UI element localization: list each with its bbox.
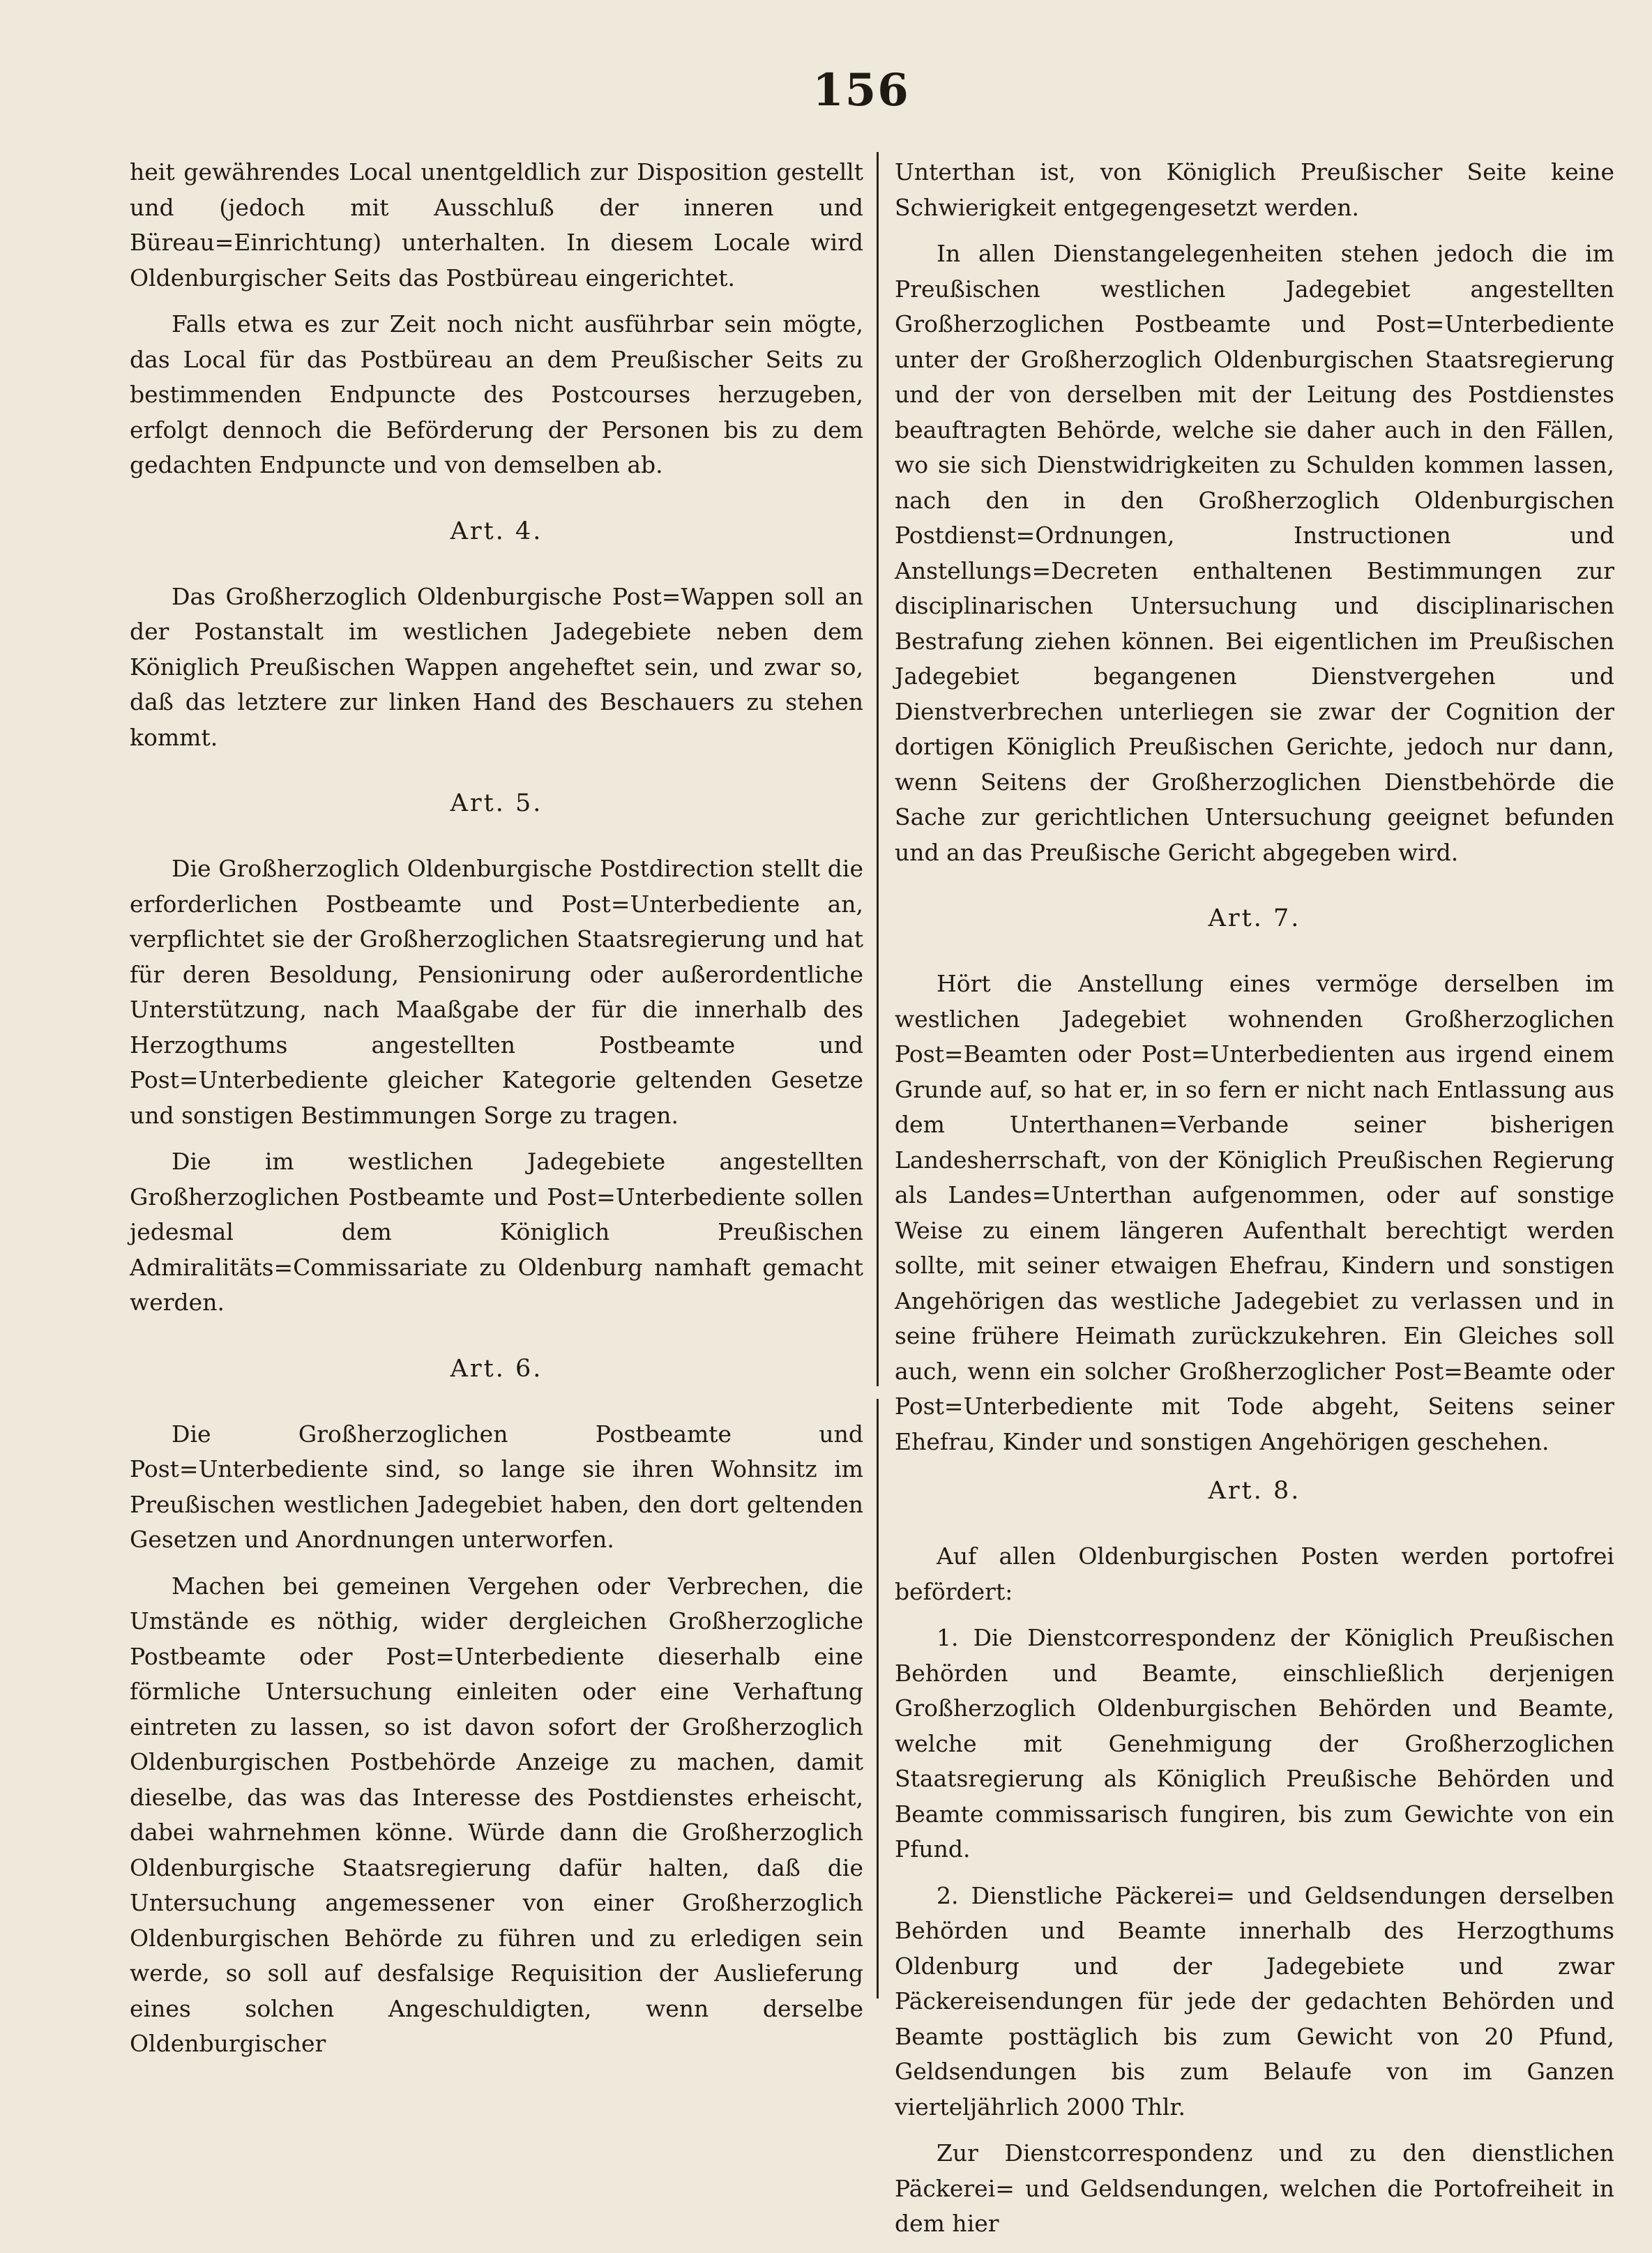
paragraph: Auf allen Oldenburgischen Posten werden portofrei befördert: <box>895 1542 1614 1605</box>
article-heading-7: Art. 7. <box>1208 904 1301 932</box>
article-heading-8: Art. 8. <box>1208 1477 1301 1505</box>
paragraph: Falls etwa es zur Zeit noch nicht ausführbar sein mögte, das Local für das Postbüreau an dem Preußischer Seits zu bestimmenden Endpuncte des Postcourses herzugeben, erfolgt dennoch die Beförderung der Personen bis zu dem gedachten Endpuncte und von demselben ab. <box>130 310 863 478</box>
article-heading-5: Art. 5. <box>450 789 543 817</box>
paragraph: Hört die Anstellung eines vermöge derselben im westlichen Jadegebiet wohnenden Großherzoglichen Post=Beamten oder Post=Unterbedienten aus irgend einem Grunde auf, so hat er, in so fern er nicht nach Entlassung aus dem Unterthanen=Verbande seiner bisherigen Landesherrschaft, von der Königlich Preußischen Regierung als Landes=Unterthan aufgenommen, oder auf sonstige Weise zu einem längeren Aufenthalt berechtigt werden sollte, mit seiner etwaigen Ehefrau, Kindern und sonstigen Angehörigen das westliche Jadegebiet zu verlassen und in seine frühere Heimath zurückzukehren. Ein Gleiches soll auch, wenn ein solcher Großherzoglicher Post=Beamte oder Post=Unterbediente mit Tode abgeht, Seitens seiner Ehefrau, Kinder und sonstigen Angehörigen geschehen. <box>895 970 1614 1455</box>
paragraph: In allen Dienstangelegenheiten stehen jedoch die im Preußischen westlichen Jadegebiet angestellten Großherzoglichen Postbeamte und Post=Unterbediente unter der Großherzoglich Oldenburgischen Staatsregierung und der von derselben mit der Leitung des Postdienstes beauftragten Behörde, welche sie daher auch in den Fällen, wo sie sich Dienstwidrigkeiten zu Schulden kommen lassen, nach den in den Großherzoglich Oldenburgischen Postdienst=Ordnungen, Instructionen und Anstellungs=Decreten enthaltenen Bestimmungen zur disciplinarischen Untersuchung und disciplinarischen Bestrafung ziehen können. Bei eigentlichen im Preußischen Jadegebiet begangenen Dienstvergehen und Dienstverbrechen unterliegen sie zwar der Cognition der dortigen Königlich Preußischen Gerichte, jedoch nur dann, wenn Seitens der Großherzoglichen Dienstbehörde die Sache zur gerichtlichen Untersuchung geeignet befunden und an das Preußische Gericht abgegeben wird. <box>895 240 1614 866</box>
paragraph: Zur Dienstcorrespondenz und zu den dienstlichen Päckerei= und Geldsendungen, welchen die Portofreiheit in dem hier <box>895 2139 1614 2237</box>
list-item: 2. Dienstliche Päckerei= und Geldsendungen derselben Behörden und Beamte innerhalb des Herzogthums Oldenburg und der Jadegebiete und zwar Päckereisendungen für jede der gedachten Behörden und Beamte posttäglich bis zum Gewicht von 20 Pfund, Geldsendungen bis zum Belaufe von im Ganzen vierteljährlich 2000 Thlr. <box>895 1881 1614 2121</box>
left-column <box>130 155 863 2073</box>
page-number: 156 <box>812 64 910 116</box>
list-item: 1. Die Dienstcorrespondenz der Königlich Preußischen Behörden und Beamte, einschließlich derjenigen Großherzoglich Oldenburgischen Behörden und Beamte, welche mit Genehmigung der Großherzoglichen Staatsregierung als Königlich Preußische Behörden und Beamte commissarisch fungiren, bis zum Gewichte von ein Pfund. <box>895 1624 1614 1863</box>
paragraph: Machen bei gemeinen Vergehen oder Verbrechen, die Umstände es nöthig, wider dergleichen Großherzogliche Postbeamte oder Post=Unterbediente dieserhalb eine förmliche Untersuchung einleiten oder eine Verhaftung eintreten zu lassen, so ist davon sofort der Großherzoglich Oldenburgischen Postbehörde Anzeige zu machen, damit dieselbe, das was das Interesse des Postdienstes erheischt, dabei wahrnehmen könne. Würde dann die Großherzoglich Oldenburgische Staatsregierung dafür halten, daß die Untersuchung angemessener von einer Großherzoglich Oldenburgischen Behörde zu führen und zu erledigen sein werde, so soll auf desfalsige Requisition der Auslieferung eines solchen Angeschuldigten, wenn derselbe Oldenburgischer <box>130 1572 863 2057</box>
right-column <box>895 155 1614 2253</box>
paragraph: Die Großherzoglich Oldenburgische Postdirection stellt die erforderlichen Postbeamte und Post=Unterbediente an, verpflichtet sie der Großherzoglichen Staatsregierung und hat für deren Besoldung, Pensionirung oder außerordentliche Unterstützung, nach Maaßgabe der für die innerhalb des Herzogthums angestellten Postbeamte und Post=Unterbediente gleicher Kategorie geltenden Gesetze und sonstigen Bestimmungen Sorge zu tragen. <box>130 855 863 1129</box>
column-divider-bottom <box>877 1399 879 1998</box>
paragraph: Unterthan ist, von Königlich Preußischer Seite keine Schwierigkeit entgegengesetzt werden. <box>895 158 1614 221</box>
article-heading-4: Art. 4. <box>450 517 543 545</box>
paragraph: Die im westlichen Jadegebiete angestellten Großherzoglichen Postbeamte und Post=Unterbediente sollen jedesmal dem Königlich Preußischen Admiralitäts=Commissariate zu Oldenburg namhaft gemacht werden. <box>130 1148 863 1316</box>
paragraph: Das Großherzoglich Oldenburgische Post=Wappen soll an der Postanstalt im westlichen Jadegebiete neben dem Königlich Preußischen Wappen angeheftet sein, und zwar so, daß das letztere zur linken Hand des Beschauers zu stehen kommt. <box>130 582 863 751</box>
column-divider-top <box>877 152 879 1386</box>
paragraph: Die Großherzoglichen Postbeamte und Post=Unterbediente sind, so lange sie ihren Wohnsitz im Preußischen westlichen Jadegebiet haben, den dort geltenden Gesetzen und Anordnungen unterworfen. <box>130 1420 863 1553</box>
article-heading-6: Art. 6. <box>450 1354 543 1383</box>
paragraph: heit gewährendes Local unentgeldlich zur Disposition gestellt und (jedoch mit Ausschluß der inneren und Büreau=Einrichtung) unterhalten. In diesem Locale wird Oldenburgischer Seits das Postbüreau eingerichtet. <box>130 158 863 291</box>
